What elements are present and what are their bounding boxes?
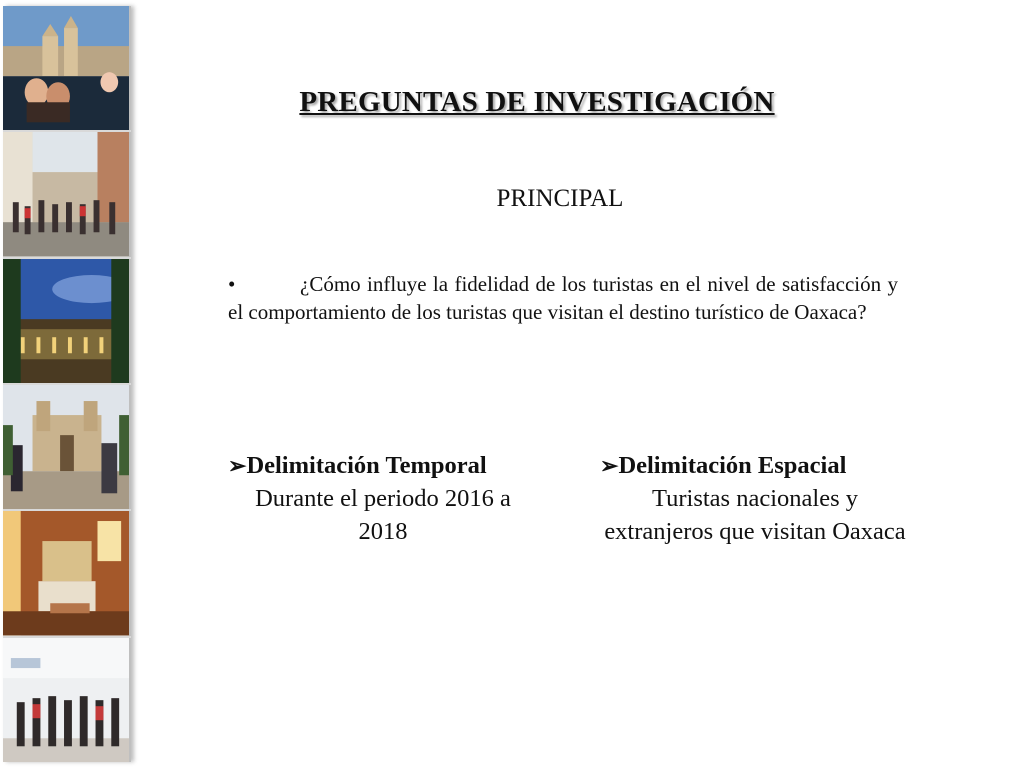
temporal-delimitation <box>228 449 538 548</box>
spatial-heading-text: Delimitación Espacial <box>618 452 847 479</box>
temporal-heading <box>228 449 538 482</box>
temporal-body: Durante el periodo 2016 a 2018 <box>255 485 511 545</box>
bullet-icon: • <box>228 272 236 296</box>
main-question <box>228 270 898 326</box>
arrow-bullet-icon: ➢ <box>228 453 247 478</box>
hotel-room-photo <box>3 511 131 635</box>
arrow-bullet-icon: ➢ <box>600 453 619 478</box>
spatial-body: Turistas nacionales y extranjeros que visitan Oaxaca <box>604 485 906 545</box>
cathedral-rooftop-pool-photo <box>3 6 131 130</box>
spatial-heading <box>600 449 910 482</box>
slide-subtitle: PRINCIPAL <box>496 185 624 212</box>
spatial-delimitation <box>600 449 910 548</box>
slide-title: PREGUNTAS DE INVESTIGACIÓN <box>299 86 775 118</box>
question-text: ¿Cómo influye la fidelidad de los turistas en el nivel de satisfacción y el comportamiento de los turistas que visitan el destino turístico de Oaxaca? <box>228 272 898 324</box>
photo-strip <box>3 6 131 762</box>
night-terrace-photo <box>3 259 131 383</box>
temporal-heading-text: Delimitación Temporal <box>246 452 487 479</box>
airport-travelers-photo <box>3 638 131 762</box>
santo-domingo-church-photo <box>3 385 131 509</box>
pedestrian-street-photo <box>3 132 131 256</box>
